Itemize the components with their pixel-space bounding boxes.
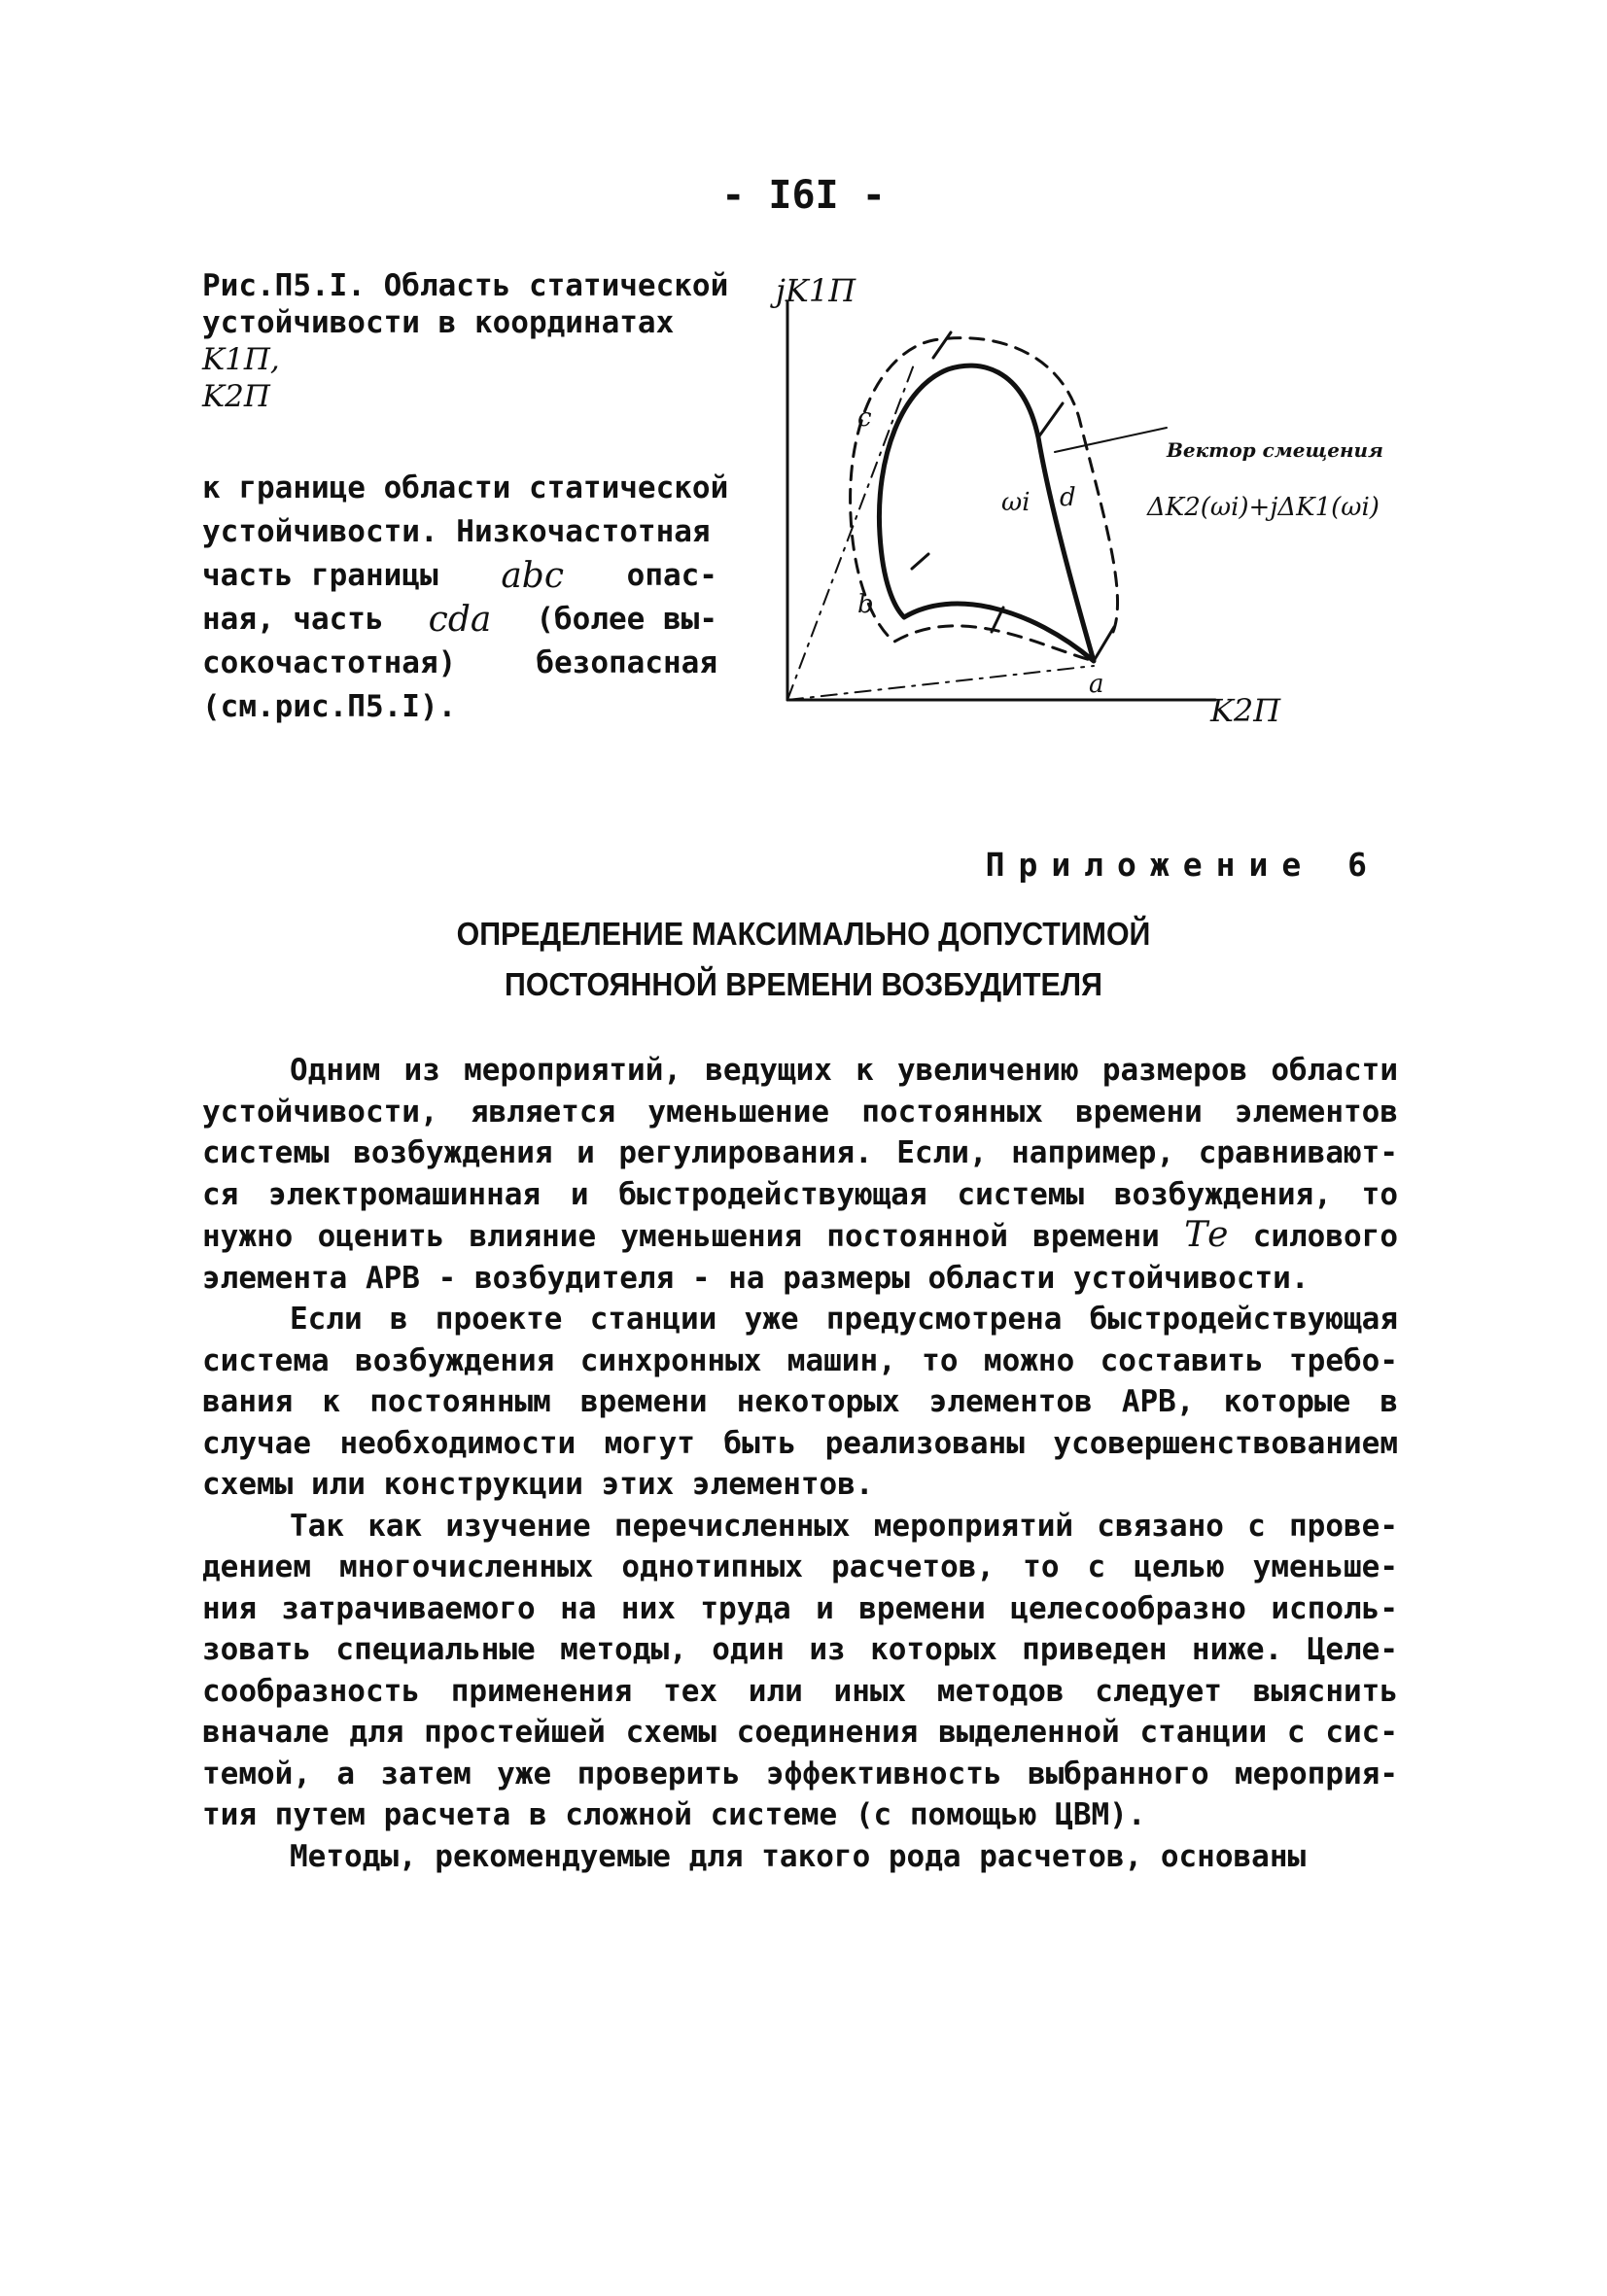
boundary-abc: abc (501, 556, 564, 596)
caption-variable-k1: K1П, (202, 342, 280, 377)
point-label-a: a (1089, 670, 1104, 699)
y-axis-label: jK1П (776, 272, 856, 309)
stability-region-figure (768, 272, 1410, 758)
section-title-line-2: ПОСТОЯННОЙ ВРЕМЕНИ ВОЗБУДИТЕЛЯ (505, 966, 1102, 1002)
time-constant-symbol: Tе (1184, 1215, 1229, 1255)
text-line-part: нужно оценить влияние уменьшения постоянной времени (202, 1219, 1160, 1254)
side-line-part: сокочастотная) (202, 645, 457, 680)
side-line-part: (более вы- (536, 602, 717, 637)
stability-boundary (879, 365, 1094, 661)
displacement-vector (1094, 627, 1114, 661)
annotation-leader (1055, 428, 1167, 452)
text-line: вначале для простейшей схемы соединения выделенной станции с сис- (202, 1715, 1398, 1750)
side-paragraph (202, 467, 729, 729)
text-line: зовать специальные методы, один из которых приведен ниже. Целе- (202, 1632, 1398, 1667)
side-line: (см.рис.П5.I). (202, 689, 457, 724)
text-line: элемента АРВ - возбудителя - на размеры области устойчивости. (202, 1260, 1310, 1296)
text-line: Одним из мероприятий, ведущих к увеличению размеров области (290, 1053, 1398, 1088)
text-line: темой, а затем уже проверить эффективность выбранного мероприя- (202, 1756, 1398, 1792)
displacement-vector (933, 332, 951, 358)
appendix-label: Приложение 6 (985, 846, 1380, 884)
text-line: Если в проекте станции уже предусмотрена быстродействующая (290, 1302, 1398, 1337)
point-label-b: b (857, 590, 874, 619)
body-text (202, 1050, 1398, 1877)
text-line: сообразность применения тех или иных методов следует выяснить (202, 1673, 1398, 1709)
caption-line-1: Рис.П5.I. Область статической (202, 268, 729, 303)
annotation-title: Вектор смещения (1167, 438, 1383, 462)
caption-line-2 (202, 304, 747, 378)
side-line (202, 642, 717, 685)
stability-region-diagram (768, 272, 1410, 758)
side-line-part: безопасная (536, 645, 717, 680)
text-line: системы возбуждения и регулирования. Если, например, сравнивают- (202, 1135, 1398, 1170)
side-line-part: ная, часть (202, 602, 384, 637)
section-title-line-1: ОПРЕДЕЛЕНИЕ МАКСИМАЛЬНО ДОПУСТИМОЙ (456, 916, 1151, 952)
side-line-part: часть границы (202, 558, 438, 593)
side-line: к границе области статической (202, 470, 729, 505)
text-line: Методы, рекомендуемые для такого рода расчетов, основаны (290, 1838, 1307, 1874)
paragraph-3 (202, 1506, 1398, 1836)
paragraph-4 (202, 1836, 1398, 1878)
x-axis-label: K2П (1210, 692, 1281, 729)
displacement-vector (1038, 403, 1063, 437)
text-line: случае необходимости могут быть реализованы усовершенствованием (202, 1425, 1398, 1461)
point-label-omega: ωi (1001, 488, 1031, 517)
side-line-part: опас- (626, 558, 717, 593)
point-label-d: d (1060, 483, 1076, 512)
text-line: устойчивости, является уменьшение постоянных времени элементов (202, 1094, 1398, 1130)
text-line: система возбуждения синхронных машин, то можно составить требо- (202, 1342, 1398, 1378)
shifted-boundary (851, 338, 1118, 661)
side-line (202, 554, 717, 598)
caption-variable-k2: K2П (202, 379, 270, 414)
side-line: устойчивости. Низкочастотная (202, 514, 711, 549)
paragraph-1 (202, 1050, 1398, 1299)
text-line (202, 1215, 1398, 1258)
figure-caption (202, 267, 747, 415)
point-label-c: c (857, 403, 872, 433)
boundary-cda: cda (428, 600, 492, 640)
page-number: - I6I - (721, 173, 886, 218)
side-line (202, 598, 717, 642)
paragraph-2 (202, 1299, 1398, 1506)
ray-to-c (787, 365, 914, 700)
text-line: ния затрачиваемого на них труда и времени целесообразно исполь- (202, 1590, 1398, 1626)
displacement-vector (912, 554, 928, 569)
section-title (64, 909, 1543, 1010)
text-line: Так как изучение перечисленных мероприятий связано с прове- (290, 1508, 1398, 1544)
text-line-part: силового (1252, 1219, 1398, 1254)
text-line: ся электромашинная и быстродействующая системы возбуждения, то (202, 1176, 1398, 1212)
text-line: дением многочисленных однотипных расчетов, то с целью уменьше- (202, 1549, 1398, 1584)
caption-line-2-text: устойчивости в координатах (202, 305, 675, 340)
text-line: тия путем расчета в сложной системе (с помощью ЦВМ). (202, 1797, 1146, 1832)
text-line: схемы или конструкции этих элементов. (202, 1467, 874, 1502)
annotation-formula: ΔK2(ωi)+jΔK1(ωi) (1147, 493, 1380, 522)
ray-to-a (787, 666, 1094, 700)
text-line: вания к постоянным времени некоторых элементов АРВ, которые в (202, 1384, 1398, 1419)
